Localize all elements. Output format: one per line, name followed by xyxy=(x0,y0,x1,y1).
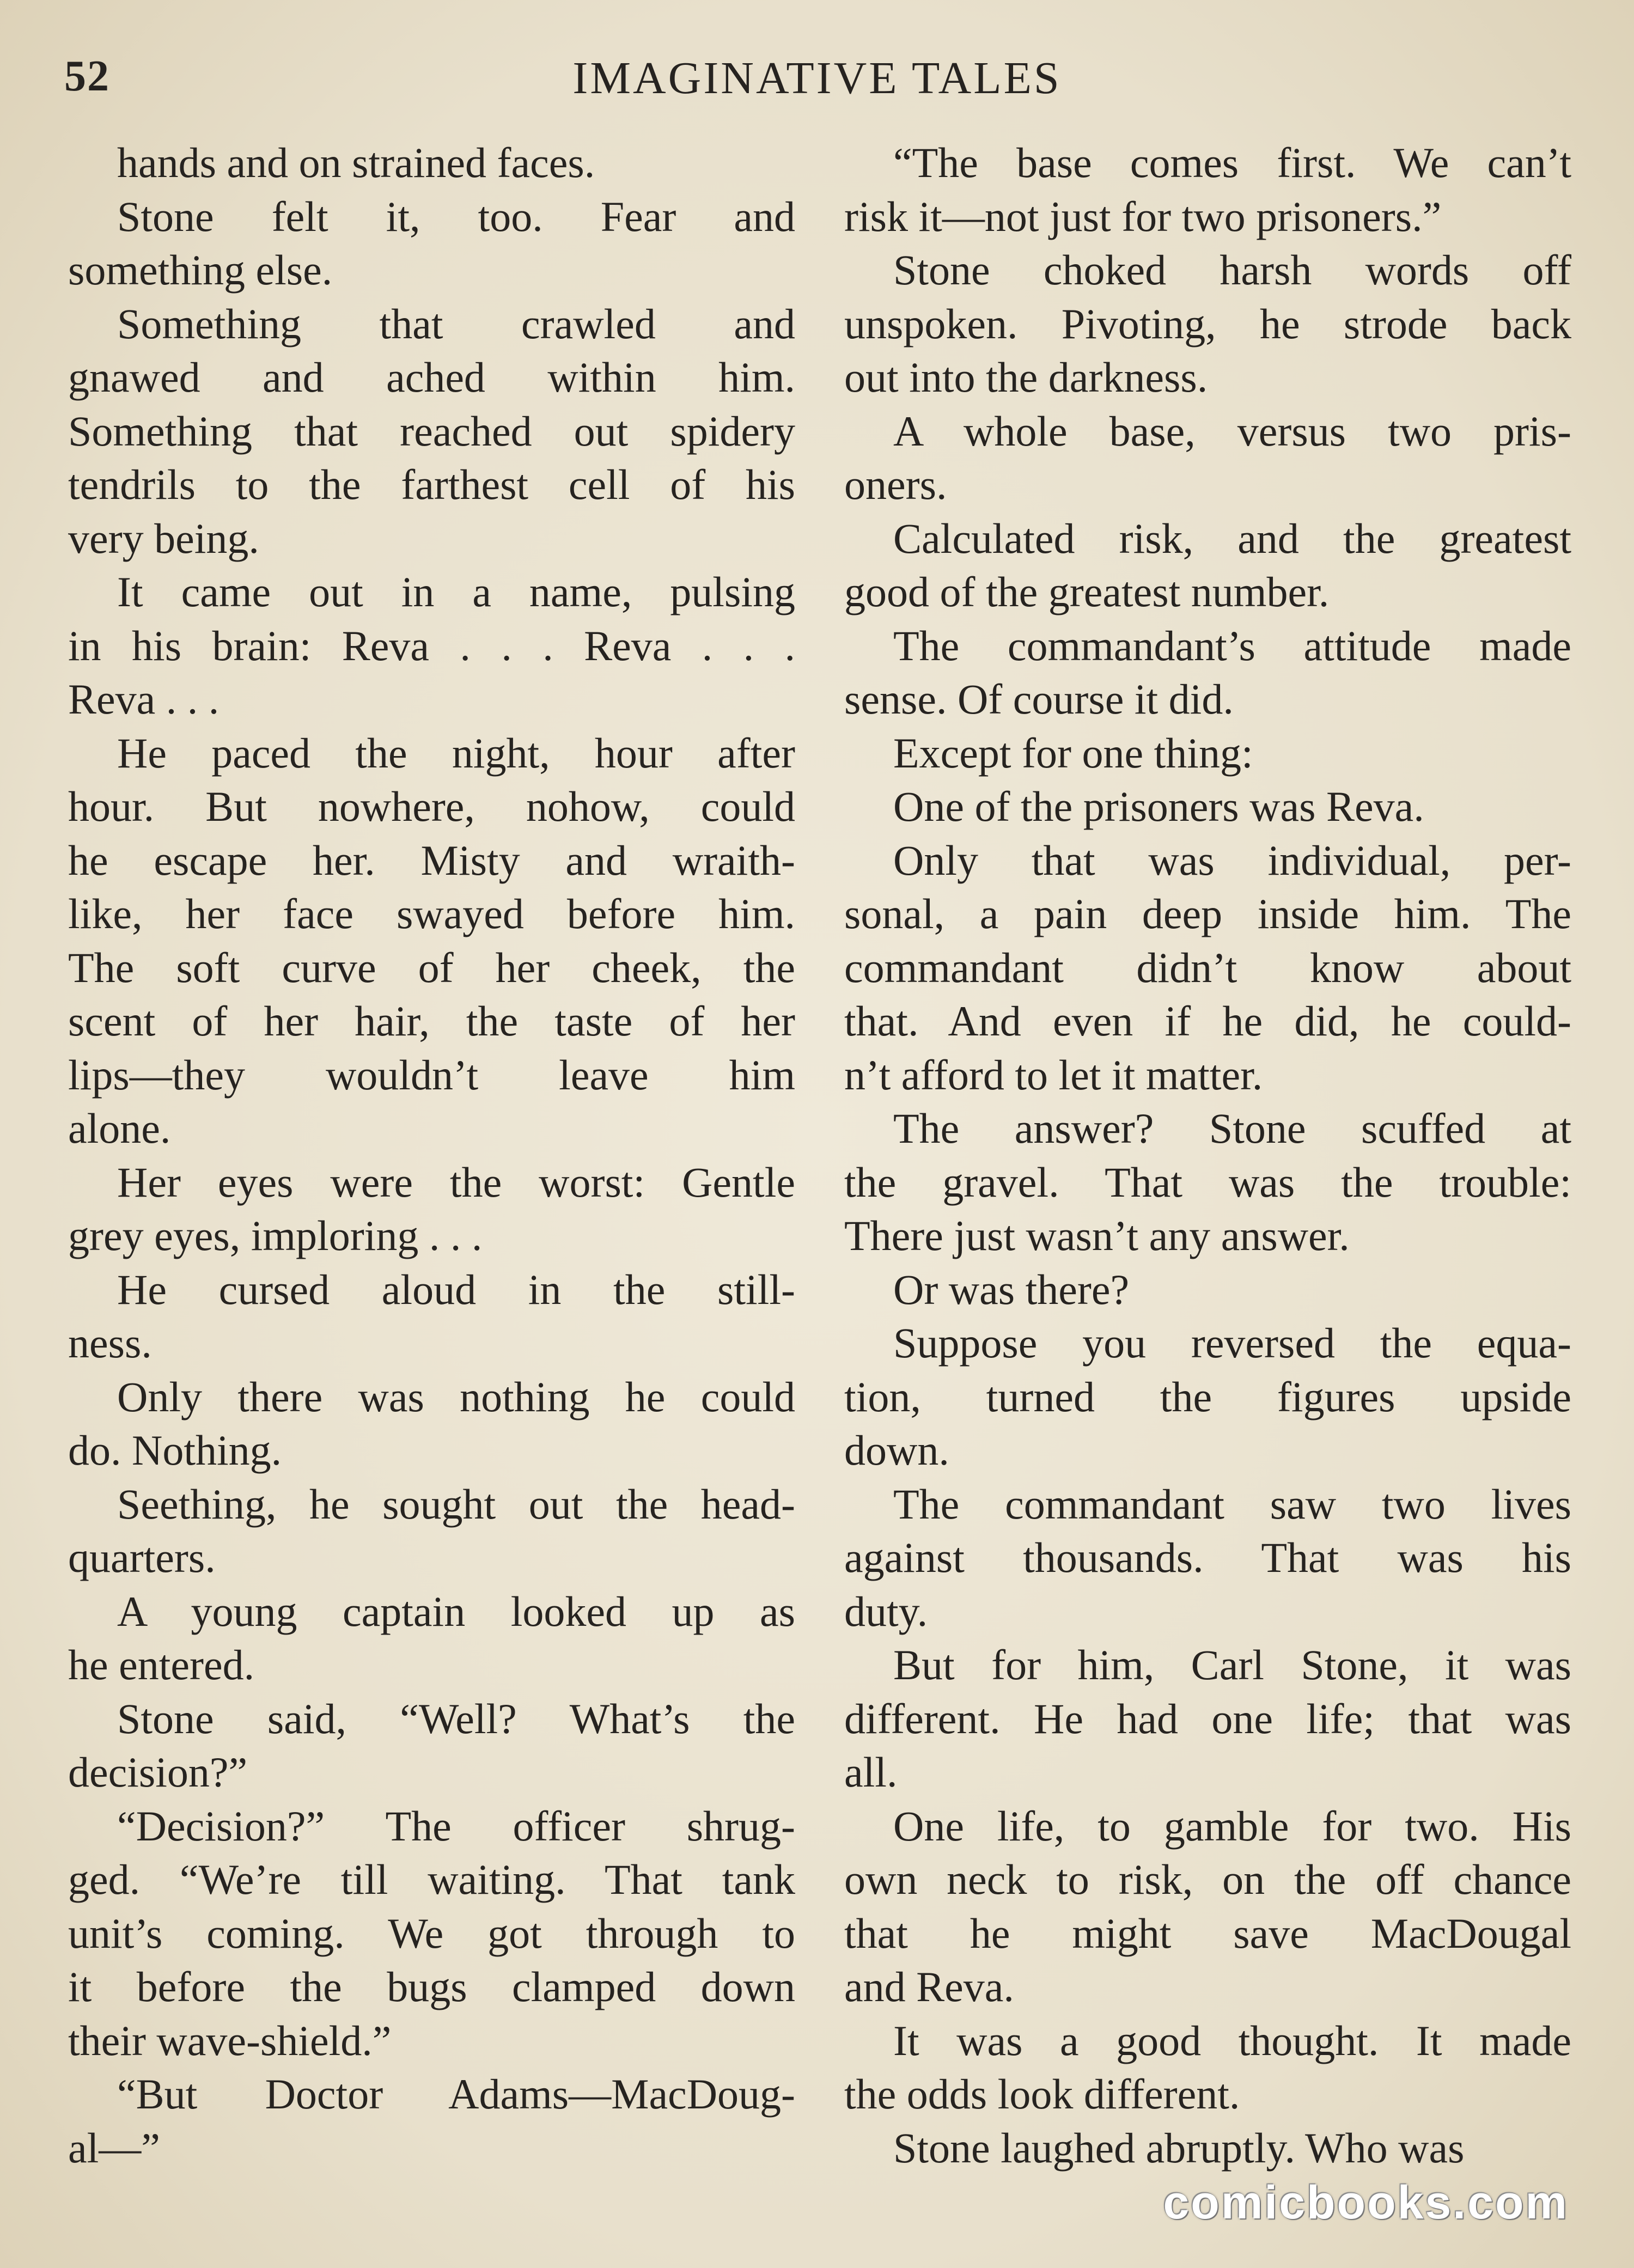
text-line: good of the greatest number. xyxy=(844,568,1330,615)
text-line: in his brain: Reva . . . Reva . . . xyxy=(68,621,795,669)
paragraph xyxy=(68,2068,795,2175)
text-line: do. Nothing. xyxy=(68,1426,282,1474)
paragraph xyxy=(68,1800,795,2068)
paragraph xyxy=(68,136,795,190)
text-line: grey eyes, imploring . . . xyxy=(68,1212,483,1259)
text-line: very being. xyxy=(68,514,259,562)
text-line: Or was there? xyxy=(893,1265,1130,1313)
text-line: Reva . . . xyxy=(68,675,220,723)
text-line: something else. xyxy=(68,246,333,294)
paragraph xyxy=(68,190,795,297)
right-column xyxy=(844,136,1571,2175)
text-line: oners. xyxy=(844,461,947,508)
paragraph xyxy=(844,834,1571,1102)
text-line: sonal, a pain deep inside him. The xyxy=(844,890,1571,937)
text-line: A young captain looked up as xyxy=(117,1587,795,1635)
paragraph xyxy=(68,297,795,566)
paragraph xyxy=(68,565,795,727)
text-line: Only there was nothing he could xyxy=(117,1373,795,1420)
text-line: out into the darkness. xyxy=(844,353,1208,401)
running-head: IMAGINATIVE TALES xyxy=(572,53,1062,103)
paragraph xyxy=(844,1102,1571,1263)
text-line: duty. xyxy=(844,1587,928,1635)
paragraph xyxy=(68,1370,795,1478)
text-line: A whole base, versus two pris- xyxy=(893,407,1571,455)
paragraph xyxy=(844,727,1571,781)
text-line: Except for one thing: xyxy=(893,729,1253,777)
text-line: ness. xyxy=(68,1319,152,1367)
paragraph xyxy=(844,2121,1571,2175)
text-line: risk it—not just for two prisoners.” xyxy=(844,192,1442,240)
paragraph xyxy=(68,1478,795,1585)
text-line: tion, turned the figures upside xyxy=(844,1373,1571,1420)
paragraph xyxy=(844,619,1571,727)
paragraph xyxy=(68,1692,795,1800)
paragraph xyxy=(844,243,1571,405)
text-line: He cursed aloud in the still- xyxy=(117,1265,795,1313)
text-line: it before the bugs clamped down xyxy=(68,1963,795,2010)
text-line: he escape her. Misty and wraith- xyxy=(68,836,795,884)
text-line: Only that was individual, per- xyxy=(893,836,1571,884)
text-line: Something that reached out spidery xyxy=(68,407,795,455)
text-line: sense. Of course it did. xyxy=(844,675,1234,723)
paragraph xyxy=(844,136,1571,243)
page-header xyxy=(0,52,1634,117)
text-line: like, her face swayed before him. xyxy=(68,890,795,937)
paragraph xyxy=(68,1156,795,1263)
text-line: he entered. xyxy=(68,1641,255,1688)
paragraph xyxy=(844,512,1571,619)
text-line: quarters. xyxy=(68,1534,216,1581)
text-line: Stone felt it, too. Fear and xyxy=(117,192,795,240)
paragraph xyxy=(844,1478,1571,1639)
text-line: “But Doctor Adams—MacDoug- xyxy=(117,2070,795,2118)
text-line: commandant didn’t know about xyxy=(844,943,1571,991)
text-line: all. xyxy=(844,1748,898,1796)
text-line: But for him, Carl Stone, it was xyxy=(893,1641,1571,1688)
text-line: Seething, he sought out the head- xyxy=(117,1480,795,1528)
text-line: It was a good thought. It made xyxy=(893,2016,1571,2064)
text-line: down. xyxy=(844,1426,949,1474)
text-line: lips—they wouldn’t leave him xyxy=(68,1051,795,1099)
text-line: hands and on strained faces. xyxy=(117,139,595,186)
text-line: unspoken. Pivoting, he strode back xyxy=(844,300,1571,347)
paragraph xyxy=(68,727,795,1156)
text-line: One life, to gamble for two. His xyxy=(893,1802,1571,1850)
page-number: 52 xyxy=(64,52,110,100)
text-line: hour. But nowhere, nohow, could xyxy=(68,783,795,830)
text-line: Calculated risk, and the greatest xyxy=(893,514,1571,562)
text-line: Something that crawled and xyxy=(117,300,795,347)
text-line: scent of her hair, the taste of her xyxy=(68,997,795,1045)
text-line: n’t afford to let it matter. xyxy=(844,1051,1263,1099)
text-line: own neck to risk, on the off chance xyxy=(844,1856,1571,1903)
text-line: It came out in a name, pulsing xyxy=(117,568,795,615)
text-line: unit’s coming. We got through to xyxy=(68,1909,795,1957)
text-line: gnawed and ached within him. xyxy=(68,353,795,401)
text-line: al—” xyxy=(68,2124,160,2172)
left-column xyxy=(68,136,795,2175)
paragraph xyxy=(844,405,1571,512)
text-line: “The base comes first. We can’t xyxy=(893,139,1571,186)
text-line: different. He had one life; that was xyxy=(844,1694,1571,1742)
text-line: Her eyes were the worst: Gentle xyxy=(117,1158,795,1206)
paragraph xyxy=(844,1638,1571,1800)
text-line: against thousands. That was his xyxy=(844,1534,1571,1581)
text-line: “Decision?” The officer shrug- xyxy=(117,1802,795,1850)
paragraph xyxy=(844,780,1571,834)
text-line: the gravel. That was the trouble: xyxy=(844,1158,1571,1206)
text-line: One of the prisoners was Reva. xyxy=(893,783,1424,830)
text-line: the odds look different. xyxy=(844,2070,1240,2118)
text-line: The commandant saw two lives xyxy=(893,1480,1571,1528)
text-line: He paced the night, hour after xyxy=(117,729,795,777)
text-line: The soft curve of her cheek, the xyxy=(68,943,795,991)
text-line: decision?” xyxy=(68,1748,248,1796)
text-line: alone. xyxy=(68,1105,171,1152)
text-line: their wave-shield.” xyxy=(68,2016,392,2064)
paragraph xyxy=(68,1263,795,1370)
text-line: There just wasn’t any answer. xyxy=(844,1212,1350,1259)
text-line: and Reva. xyxy=(844,1963,1014,2010)
text-line: Stone choked harsh words off xyxy=(893,246,1571,294)
paragraph xyxy=(844,1316,1571,1478)
text-line: that. And even if he did, he could- xyxy=(844,997,1571,1045)
paragraph xyxy=(844,1263,1571,1317)
text-line: The answer? Stone scuffed at xyxy=(893,1105,1571,1152)
text-line: tendrils to the farthest cell of his xyxy=(68,461,795,508)
text-line: The commandant’s attitude made xyxy=(893,621,1571,669)
watermark: comicbooks.com xyxy=(1163,2176,1569,2229)
text-line: Stone said, “Well? What’s the xyxy=(117,1694,795,1742)
paragraph xyxy=(68,1585,795,1692)
text-line: that he might save MacDougal xyxy=(844,1909,1571,1957)
text-line: ged. “We’re till waiting. That tank xyxy=(68,1856,795,1903)
paragraph xyxy=(844,1800,1571,2014)
paragraph xyxy=(844,2014,1571,2121)
text-line: Suppose you reversed the equa- xyxy=(893,1319,1571,1367)
text-line: Stone laughed abruptly. Who was xyxy=(893,2124,1465,2172)
